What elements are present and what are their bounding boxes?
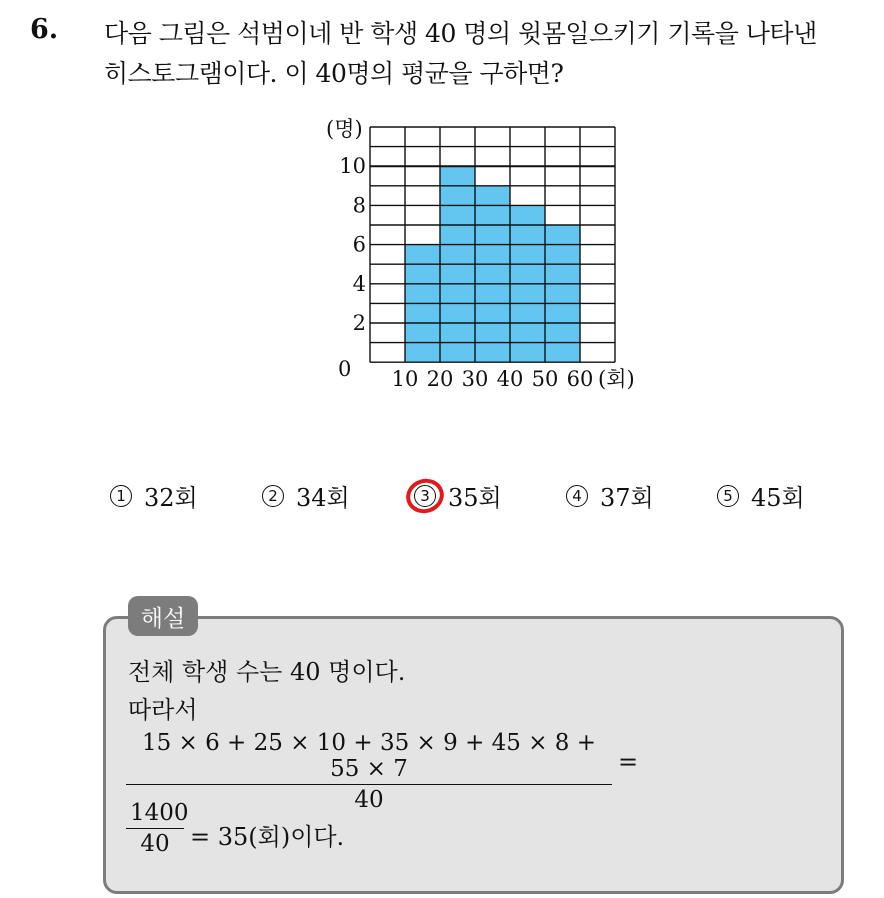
- fraction2-denominator: 40: [140, 831, 170, 857]
- selected-answer-mark: [402, 473, 449, 517]
- y-tick-label: 6: [352, 232, 366, 257]
- explanation-line2: 따라서: [128, 696, 198, 724]
- choice-marker-3: 3: [414, 485, 436, 507]
- fraction-mean-formula: [126, 730, 612, 813]
- choice-1[interactable]: [110, 478, 198, 513]
- x-tick-label: 30: [461, 367, 489, 392]
- fraction2-bar: [126, 828, 184, 829]
- origin-label: 0: [338, 357, 352, 382]
- x-axis-unit: (회): [598, 367, 635, 392]
- histogram: [315, 110, 655, 400]
- choice-label-4: 37회: [600, 484, 654, 512]
- y-tick-label: 4: [352, 271, 366, 296]
- y-tick-label: 2: [352, 311, 366, 335]
- answer-choices: [0, 478, 884, 518]
- x-tick-label: 40: [496, 367, 524, 392]
- fraction-result: [126, 800, 189, 857]
- choice-marker-4: 4: [566, 485, 588, 507]
- x-tick-label: 10: [391, 367, 419, 392]
- choice-4[interactable]: [566, 478, 654, 513]
- choice-marker-2: 2: [262, 485, 284, 507]
- choice-3[interactable]: [414, 478, 502, 513]
- equals-sign: =: [618, 748, 639, 776]
- result-text: = 35(회)이다.: [190, 823, 345, 851]
- y-axis-unit: (명): [326, 117, 363, 141]
- fraction2-numerator: 1400: [130, 800, 189, 826]
- choice-label-3: 35회: [448, 484, 502, 512]
- choice-label-1: 32회: [144, 484, 198, 512]
- histogram-bar-5: [545, 225, 580, 362]
- explanation-line1: 전체 학생 수는 40 명이다.: [128, 658, 406, 686]
- question-number: 6.: [30, 14, 59, 45]
- choice-label-2: 34회: [296, 484, 350, 512]
- y-tick-label: 8: [352, 193, 366, 218]
- x-tick-label: 50: [531, 367, 559, 392]
- choice-5[interactable]: [717, 478, 805, 513]
- x-tick-label: 20: [426, 367, 454, 392]
- question-text-line1: 다음 그림은 석범이네 반 학생 40 명의 윗몸일으키기 기록을 나타낸: [104, 19, 817, 48]
- fraction1-bar: [126, 784, 612, 785]
- x-tick-label: 60: [566, 367, 594, 392]
- choice-2[interactable]: [262, 478, 350, 513]
- question-text-line2: 히스토그램이다. 이 40명의 평균을 구하면?: [104, 59, 564, 88]
- fraction1-denominator: 40: [354, 787, 384, 813]
- histogram-bar-3: [475, 186, 510, 362]
- choice-marker-5: 5: [717, 485, 739, 507]
- fraction1-numerator: 15 × 6 + 25 × 10 + 35 × 9 + 45 × 8 + 55 × 7: [141, 730, 597, 782]
- y-tick-label: 10: [339, 154, 366, 179]
- choice-marker-1: 1: [110, 485, 132, 507]
- choice-label-5: 45회: [751, 484, 805, 512]
- explanation-tab: 해설: [128, 596, 198, 636]
